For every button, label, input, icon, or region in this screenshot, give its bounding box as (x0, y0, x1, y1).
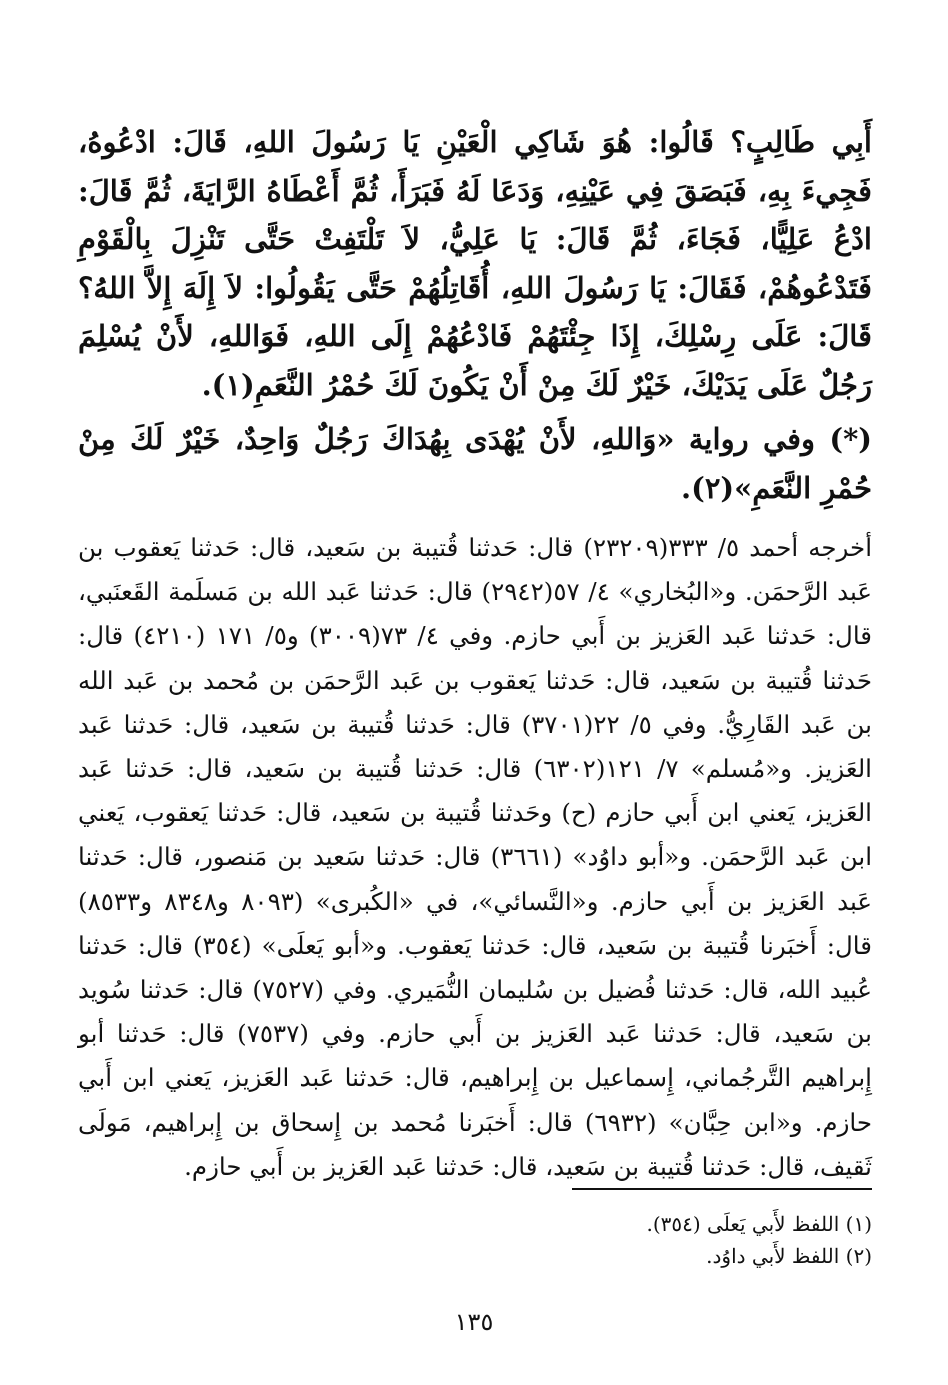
hadith-riwaya-paragraph: (*) وفي رواية «وَاللهِ، لأَنْ يُهْدَى بِهُدَاكَ رَجُلٌ وَاحِدٌ، خَيْرٌ لَكَ مِنْ حُمْرِ النَّعَمِ»(٢). (78, 422, 872, 505)
hadith-main-paragraph: أَبِي طَالِبٍ؟ قَالُوا: هُوَ شَاكِي الْعَيْنِ يَا رَسُولَ اللهِ، قَالَ: ادْعُوهُ، فَجِيءَ بِهِ، فَبَصَقَ فِي عَيْنِهِ، وَدَعَا لَهُ فَبَرَأَ، ثُمَّ أَعْطَاهُ الرَّايَةَ، ثُمَّ قَالَ: ادْعُ عَلِيًّا، فَجَاءَ، ثُمَّ قَالَ: يَا عَلِيُّ، لاَ تَلْتَفِتْ حَتَّى تَنْزِلَ بِالْقَوْمِ فَتَدْعُوهُمْ، فَقَالَ: يَا رَسُولَ اللهِ، أُقَاتِلُهُمْ حَتَّى يَقُولُوا: لاَ إِلَهَ إِلاَّ اللهُ؟ قَالَ: عَلَى رِسْلِكَ، إِذَا جِئْتَهُمْ فَادْعُهُمْ إِلَى اللهِ، فَوَاللهِ، لأَنْ يُسْلِمَ رَجُلٌ عَلَى يَدَيْكَ، خَيْرٌ لَكَ مِنْ أَنْ يَكُونَ لَكَ حُمْرُ النَّعَمِ(١). (78, 125, 872, 402)
hadith-text-block (78, 118, 872, 512)
footnote-separator (572, 1188, 872, 1190)
takhrij-paragraph: أخرجه أحمد ٥/ ٣٣٣(٢٣٢٠٩) قال: حَدثنا قُتيبة بن سَعيد، قال: حَدثنا يَعقوب بن عَبد الرَّحمَن. و«البُخاري» ٤/ ٥٧(٢٩٤٢) قال: حَدثنا عَبد الله بن مَسلَمة القَعنَبي، قال: حَدثنا عَبد العَزيز بن أَبي حازم. وفي ٤/ ٧٣(٣٠٠٩) و٥/ ١٧١ (٤٢١٠) قال: حَدثنا قُتيبة بن سَعيد، قال: حَدثنا يَعقوب بن عَبد الرَّحمَن بن مُحمد بن عَبد الله بن عَبد القَارِيُّ. وفي ٥/ ٢٢(٣٧٠١) قال: حَدثنا قُتيبة بن سَعيد، قال: حَدثنا عَبد العَزيز. و«مُسلم» ٧/ ١٢١(٦٣٠٢) قال: حَدثنا قُتيبة بن سَعيد، قال: حَدثنا عَبد العَزيز، يَعني ابن أَبي حازم (ح) وحَدثنا قُتيبة بن سَعيد، قال: حَدثنا يَعقوب، يَعني ابن عَبد الرَّحمَن. و«أبو داوُد» (٣٦٦١) قال: حَدثنا سَعيد بن مَنصور، قال: حَدثنا عَبد العَزيز بن أَبي حازم. و«النَّسائي»، في «الكُبرى» (٨٠٩٣ و٨٣٤٨ و٨٥٣٣) قال: أَخبَرنا قُتيبة بن سَعيد، قال: حَدثنا يَعقوب. و«أبو يَعلَى» (٣٥٤) قال: حَدثنا عُبيد الله، قال: حَدثنا فُضيل بن سُليمان النُّمَيري. وفي (٧٥٢٧) قال: حَدثنا سُويد بن سَعيد، قال: حَدثنا عَبد العَزيز بن أَبي حازم. وفي (٧٥٣٧) قال: حَدثنا أبو إِبراهيم التَّرجُماني، إِسماعيل بن إِبراهيم، قال: حَدثنا عَبد العَزيز، يَعني ابن أَبي حازم. و«ابن حِبَّان» (٦٩٣٢) قال: أَخبَرنا مُحمد بن إِسحاق بن إِبراهيم، مَولَى ثَقيف، قال: حَدثنا قُتيبة بن سَعيد، قال: حَدثنا عَبد العَزيز بن أَبي حازم. (78, 533, 873, 1181)
page-number: ١٣٥ (454, 1308, 494, 1336)
footnotes (78, 1208, 872, 1272)
footnote-1: (١) اللفظ لأَبي يَعلَى (٣٥٤). (646, 1212, 872, 1236)
footnote-2: (٢) اللفظ لأَبي داوُد. (706, 1244, 872, 1268)
takhrij-block (78, 526, 872, 1189)
